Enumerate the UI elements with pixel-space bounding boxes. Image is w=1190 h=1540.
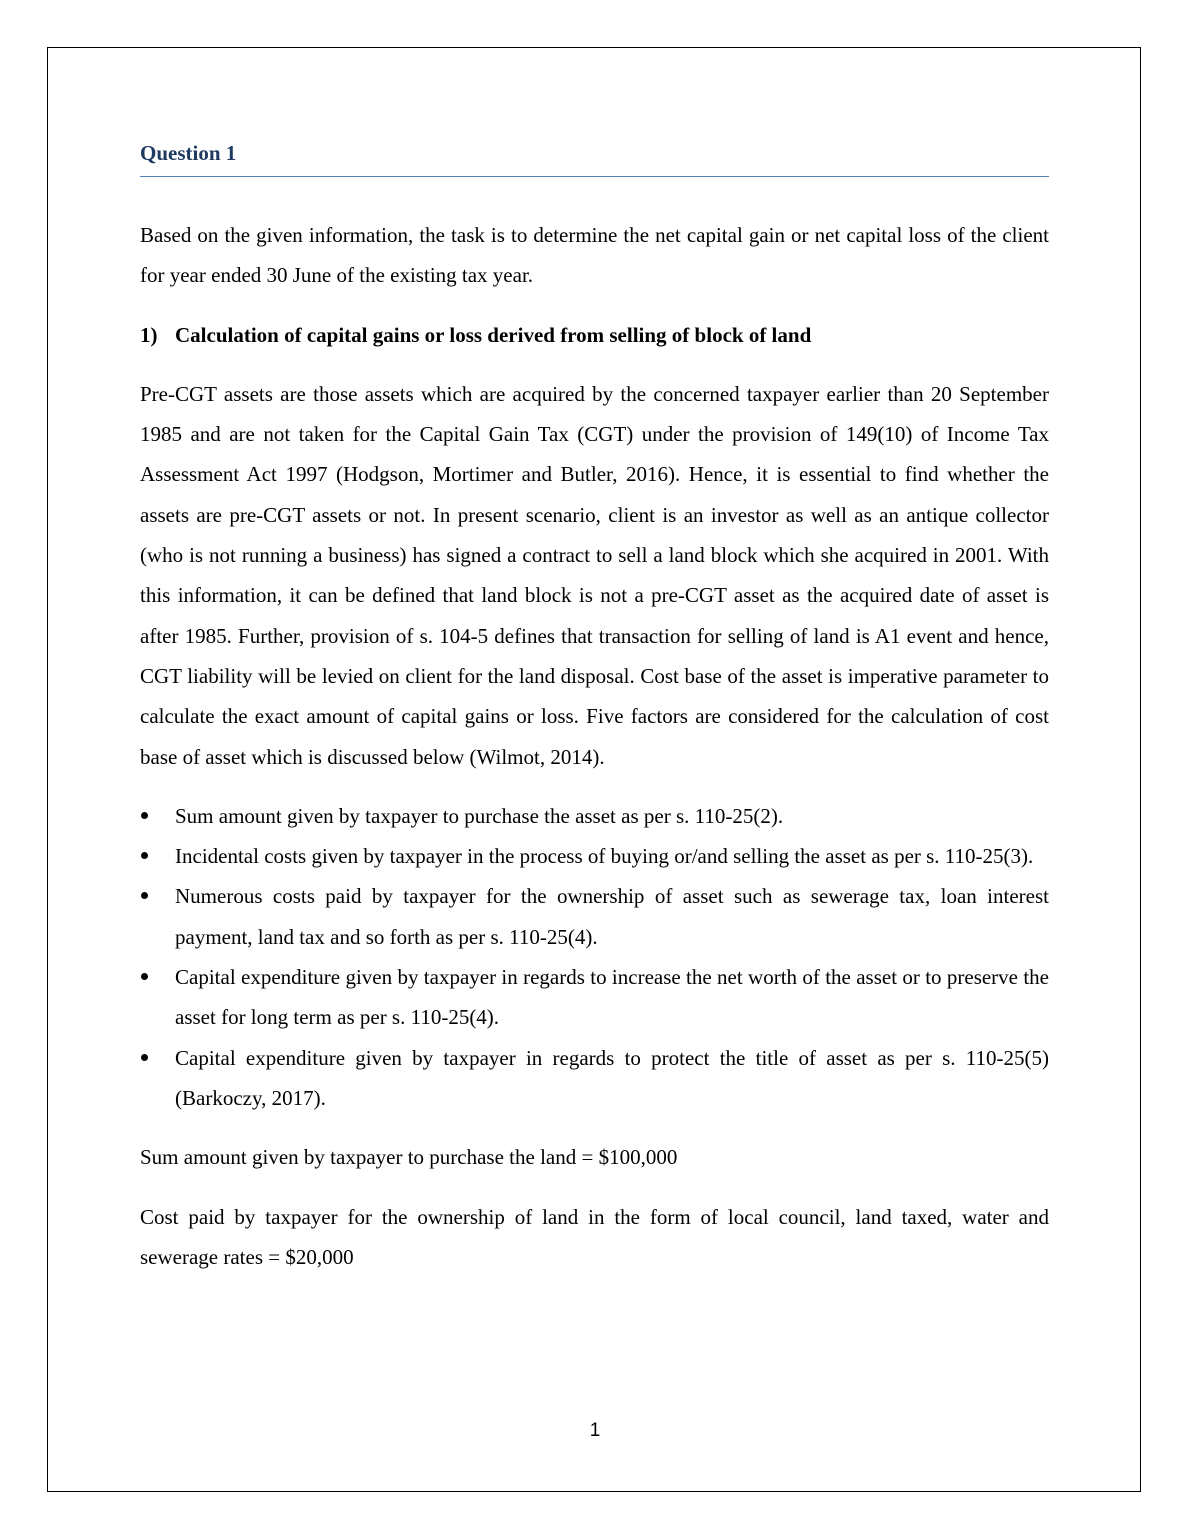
purchase-amount-line: Sum amount given by taxpayer to purchase the land = $100,000 — [140, 1145, 678, 1170]
list-item — [140, 1038, 1049, 1119]
bullet-icon — [140, 876, 175, 957]
list-item — [140, 796, 1049, 836]
bullet-icon — [140, 1038, 175, 1119]
page-number: 1 — [589, 1420, 601, 1441]
list-item-text: Numerous costs paid by taxpayer for the ownership of asset such as sewerage tax, loan interest payment, land tax and so forth as per s. 110-25(4). — [175, 884, 1049, 949]
bullet-icon — [140, 836, 175, 876]
section-number: 1) — [140, 322, 158, 347]
intro-paragraph: Based on the given information, the task is to determine the net capital gain or net capital loss of the client for year ended 30 June of the existing tax year. — [140, 223, 1049, 288]
question-heading: Question 1 — [140, 138, 1049, 177]
bullet-list — [140, 796, 1049, 1118]
list-item — [140, 836, 1049, 876]
ownership-cost-line: Cost paid by taxpayer for the ownership of land in the form of local council, land taxed, water and sewerage rates = $20,000 — [140, 1204, 1049, 1269]
document-body — [140, 138, 1049, 1277]
section-heading — [140, 315, 1049, 355]
bullet-icon — [140, 796, 175, 836]
list-item — [140, 957, 1049, 1038]
bullet-icon — [140, 957, 175, 1038]
section-title: Calculation of capital gains or loss derived from selling of block of land — [175, 322, 812, 347]
list-item-text: Sum amount given by taxpayer to purchase the asset as per s. 110-25(2). — [175, 803, 784, 828]
list-item — [140, 876, 1049, 957]
list-item-text: Incidental costs given by taxpayer in the process of buying or/and selling the asset as per s. 110-25(3). — [175, 844, 1034, 869]
body-paragraph: Pre-CGT assets are those assets which are acquired by the concerned taxpayer earlier than 20 September 1985 and are not taken for the Capital Gain Tax (CGT) under the provision of 149(10) of Income Tax Assessment Act 1997 (Hodgson, Mortimer and Butler, 2016). Hence, it is essential to find whether the assets are pre-CGT assets or not. In present scenario, client is an investor as well as an antique collector (who is not running a business) has signed a contract to sell a land block which she acquired in 2001. With this information, it can be defined that land block is not a pre-CGT asset as the acquired date of asset is after 1985. Further, provision of s. 104-5 defines that transaction for selling of land is A1 event and hence, CGT liability will be levied on client for the land disposal. Cost base of the asset is imperative parameter to calculate the exact amount of capital gains or loss. Five factors are considered for the calculation of cost base of asset which is discussed below (Wilmot, 2014). — [140, 381, 1049, 769]
list-item-text: Capital expenditure given by taxpayer in regards to protect the title of asset as per s. 110-25(5) (Barkoczy, 2017). — [175, 1045, 1049, 1110]
list-item-text: Capital expenditure given by taxpayer in regards to increase the net worth of the asset or to preserve the asset for long term as per s. 110-25(4). — [175, 965, 1049, 1030]
